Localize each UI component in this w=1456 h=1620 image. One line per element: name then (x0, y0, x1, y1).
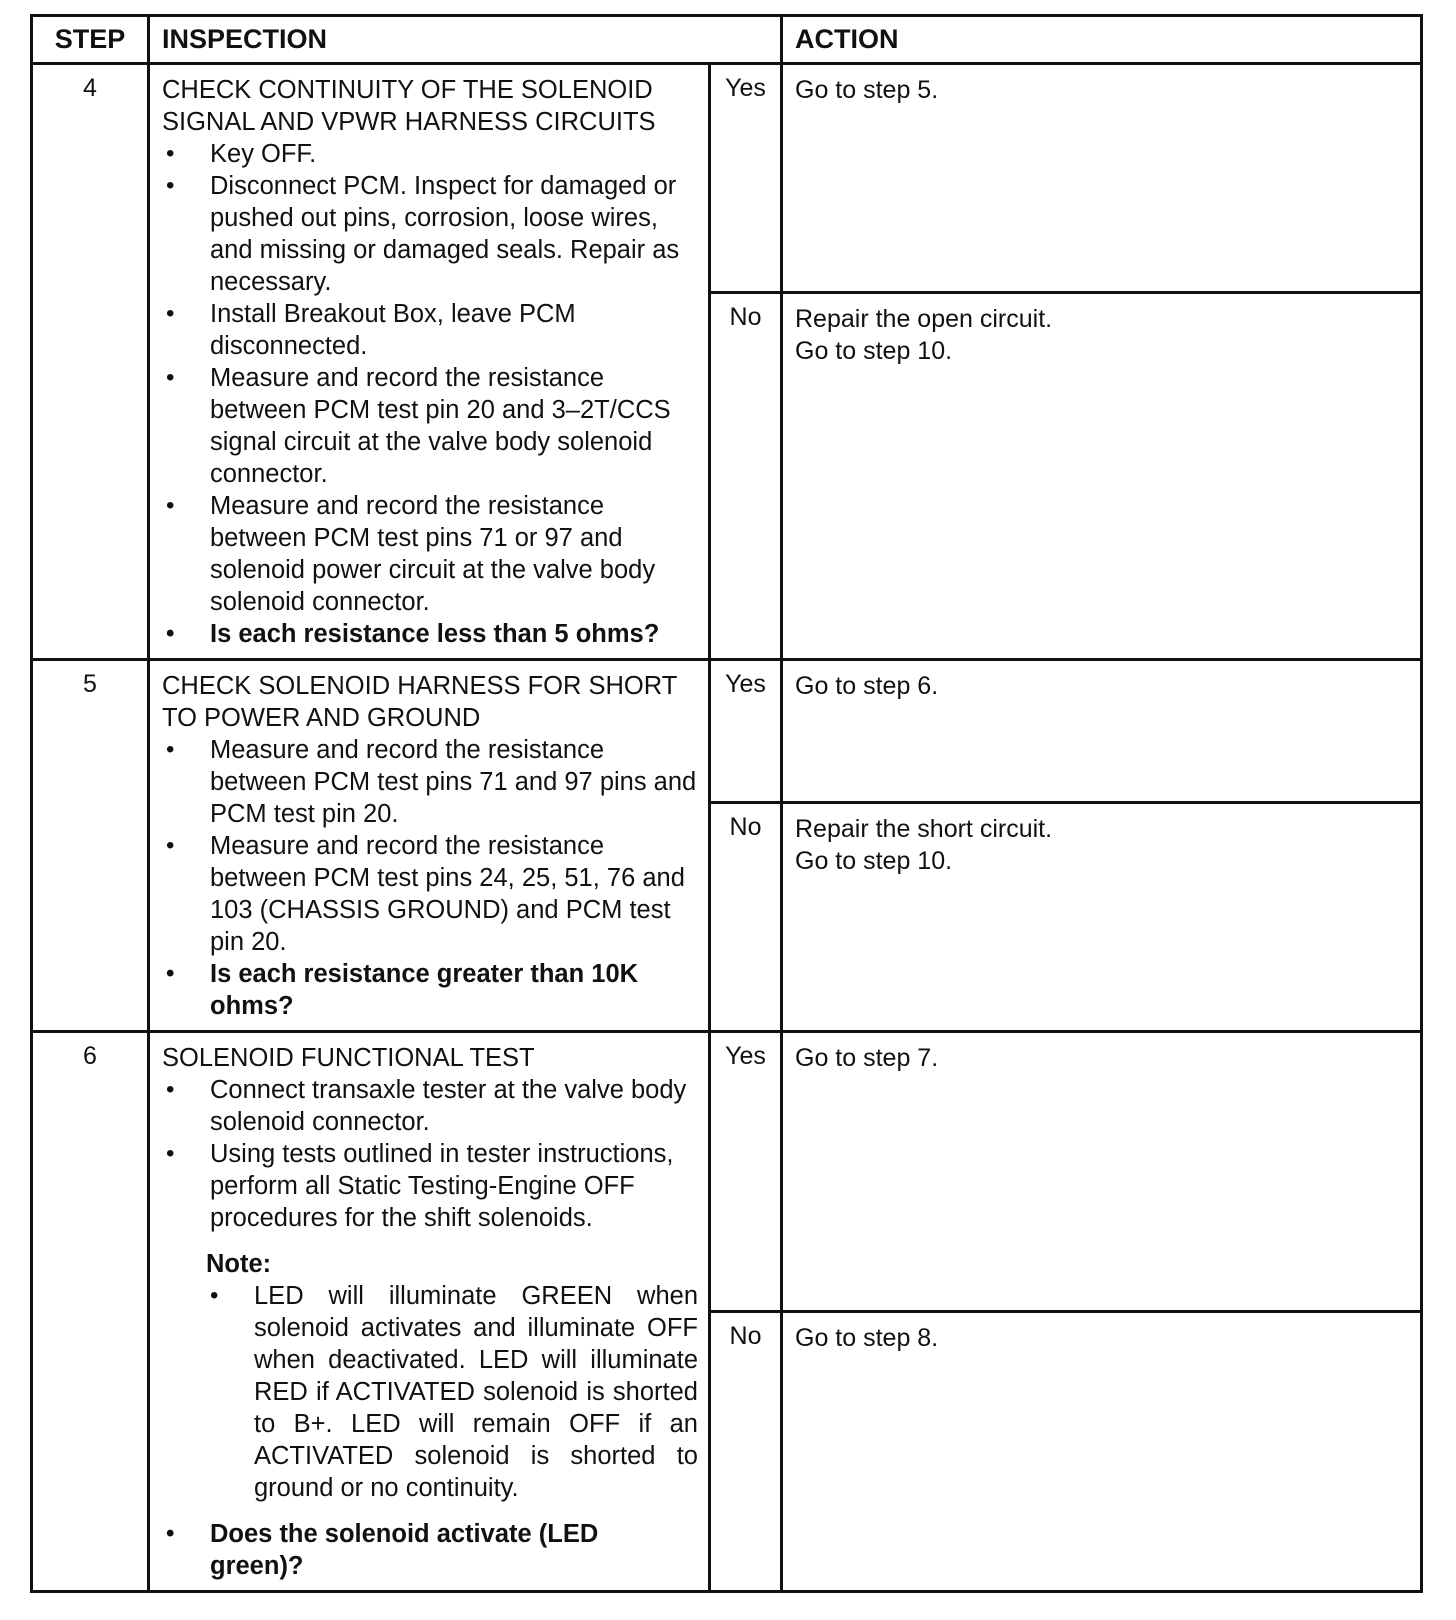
yes-label: Yes (710, 1032, 782, 1312)
yes-label: Yes (710, 64, 782, 293)
inspection-question: • Does the solenoid activate (LED green)? (162, 1518, 698, 1582)
inspection-question: • Is each resistance less than 5 ohms? (162, 618, 698, 650)
step-title (162, 74, 698, 138)
inspection-bullet: • Install Breakout Box, leave PCM disconnected. (162, 298, 698, 362)
step-title-line: CHECK SOLENOID HARNESS FOR SHORT (162, 672, 678, 700)
step-6-inspection (149, 1032, 710, 1592)
inspection-bullet: • Measure and record the resistance between PCM test pins 24, 25, 51, 76 and 103 (CHASSIS GROUND) and PCM test pin 20. (162, 830, 698, 958)
table-header-row (32, 16, 1422, 64)
inspection-bullet: • Connect transaxle tester at the valve body solenoid connector. (162, 1074, 698, 1138)
inspection-bullet: • Disconnect PCM. Inspect for damaged or pushed out pins, corrosion, loose wires, and missing or damaged seals. Repair as necessary. (162, 170, 698, 298)
no-action-line: Go to step 8. (795, 1324, 939, 1352)
step-4-inspection (149, 64, 710, 660)
yes-action: Go to step 6. (782, 660, 1422, 803)
no-label: No (710, 802, 782, 1031)
step-title-line: SOLENOID FUNCTIONAL TEST (162, 1044, 535, 1072)
step-5-inspection (149, 660, 710, 1032)
no-action-line: Go to step 10. (795, 846, 953, 875)
inspection-bullet-list (162, 734, 698, 1022)
yes-action: Go to step 7. (782, 1032, 1422, 1312)
inspection-column-header: INSPECTION (149, 16, 782, 64)
step-6-yes-row (32, 1032, 1422, 1312)
no-action-line: Go to step 10. (795, 336, 953, 365)
yes-label: Yes (710, 660, 782, 803)
diagnostic-procedure-sheet (30, 14, 1420, 1593)
inspection-question: • Is each resistance greater than 10K ohms? (162, 958, 698, 1022)
action-column-header: ACTION (782, 16, 1422, 64)
step-title-line: SIGNAL AND VPWR HARNESS CIRCUITS (162, 108, 656, 136)
step-5-yes-row (32, 660, 1422, 803)
step-column-header: STEP (32, 16, 149, 64)
inspection-bullet-list (162, 1074, 698, 1234)
step-title-line: CHECK CONTINUITY OF THE SOLENOID (162, 76, 653, 104)
no-label: No (710, 292, 782, 659)
no-action-line: Repair the short circuit. (795, 814, 1053, 843)
inspection-bullet: • Measure and record the resistance between PCM test pin 20 and 3–2T/CCS signal circuit at the valve body solenoid connector. (162, 362, 698, 490)
inspection-bullet: • Measure and record the resistance between PCM test pins 71 or 97 and solenoid power circuit at the valve body solenoid connector. (162, 490, 698, 618)
yes-action: Go to step 5. (782, 64, 1422, 293)
step-number: 5 (32, 660, 149, 1032)
step-title (162, 670, 698, 734)
step-4-yes-row (32, 64, 1422, 293)
no-label: No (710, 1312, 782, 1592)
inspection-bullet: • Using tests outlined in tester instructions, perform all Static Testing-Engine OFF procedures for the shift solenoids. (162, 1138, 698, 1234)
inspection-bullet: • Key OFF. (162, 138, 698, 170)
diagnostic-table (30, 14, 1423, 1593)
no-action (782, 802, 1422, 1031)
inspection-bullet: • Measure and record the resistance between PCM test pins 71 and 97 pins and PCM test pin 20. (162, 734, 698, 830)
note-bullet: • LED will illuminate GREEN when solenoid activates and illuminate OFF when deactivated. LED will illuminate RED if ACTIVATED solenoid is shorted to B+. LED will remain OFF if an ACTIVATED solenoid is shorted to ground or no continuity. (162, 1280, 698, 1504)
inspection-question-list (162, 1518, 698, 1582)
step-number: 4 (32, 64, 149, 660)
note-list (162, 1280, 698, 1504)
no-action (782, 292, 1422, 659)
step-number: 6 (32, 1032, 149, 1592)
step-title-line: TO POWER AND GROUND (162, 704, 481, 732)
step-title (162, 1042, 698, 1074)
no-action (782, 1312, 1422, 1592)
note-label: Note: (206, 1250, 272, 1278)
inspection-bullet-list (162, 138, 698, 650)
no-action-line: Repair the open circuit. (795, 304, 1053, 333)
